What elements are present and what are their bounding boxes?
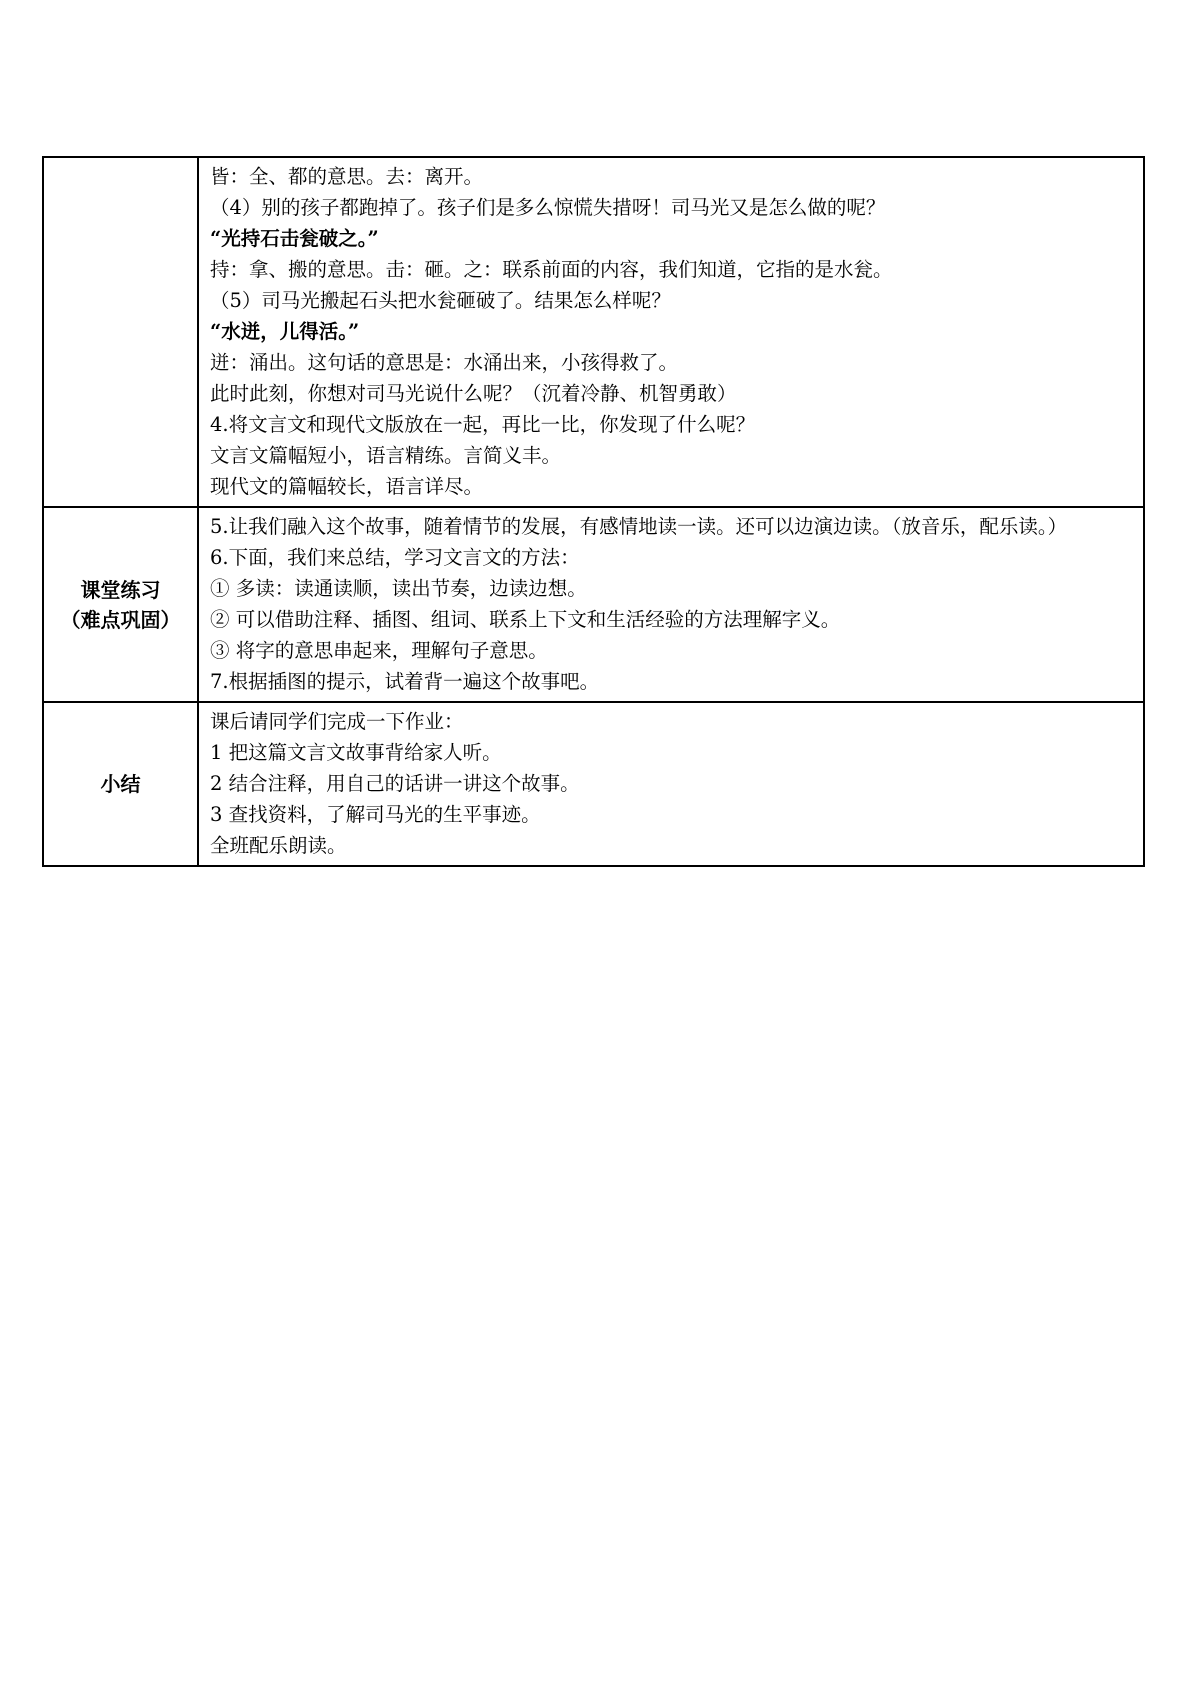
table-row (43, 507, 1144, 702)
content-line: 课后请同学们完成一下作业： (210, 710, 464, 733)
lesson-plan-table (42, 156, 1145, 867)
section-content-cell (198, 702, 1144, 866)
table-row (43, 157, 1144, 507)
quoted-classical-sentence: “水迸，儿得活。” (210, 320, 360, 343)
content-line: （4）别的孩子都跑掉了。孩子们是多么惊慌失措呀！司马光又是怎么做的呢？ (210, 196, 886, 219)
content-line: 6.下面，我们来总结，学习文言文的方法： (210, 546, 580, 569)
content-line: 迸：涌出。这句话的意思是：水涌出来，小孩得救了。 (210, 351, 679, 374)
content-line: 2 结合注释，用自己的话讲一讲这个故事。 (210, 772, 580, 795)
content-line: ① 多读：读通读顺，读出节奏，边读边想。 (210, 577, 587, 600)
section-label: （难点巩固） (60, 607, 181, 632)
section-content-cell (198, 507, 1144, 702)
table-row (43, 702, 1144, 866)
section-label: 小结 (100, 772, 141, 796)
section-content-cell (198, 157, 1144, 507)
content-line: 7.根据插图的提示，试着背一遍这个故事吧。 (210, 670, 600, 693)
content-line: 皆：全、都的意思。去：离开。 (210, 165, 484, 188)
content-line: 1 把这篇文言文故事背给家人听。 (210, 741, 502, 764)
content-line: 文言文篇幅短小，语言精练。言简义丰。 (210, 444, 562, 467)
section-label-cell (43, 507, 198, 702)
content-line: ② 可以借助注释、插图、组词、联系上下文和生活经验的方法理解字义。 (210, 608, 841, 631)
content-line: 4.将文言文和现代文版放在一起，再比一比，你发现了什么呢？ (210, 413, 756, 436)
section-label-cell (43, 157, 198, 507)
content-line: 持：拿、搬的意思。击：砸。之：联系前面的内容，我们知道，它指的是水瓮。 (210, 258, 893, 281)
section-label: 课堂练习 (80, 577, 161, 602)
table-body (43, 157, 1144, 866)
content-line: （5）司马光搬起石头把水瓮砸破了。结果怎么样呢？ (210, 289, 671, 312)
content-line: ③ 将字的意思串起来，理解句子意思。 (210, 639, 548, 662)
content-line: 5.让我们融入这个故事，随着情节的发展，有感情地读一读。还可以边演边读。（放音乐，配乐读。） (210, 515, 1068, 538)
content-line: 3 查找资料，了解司马光的生平事迹。 (210, 803, 541, 826)
section-label-cell (43, 702, 198, 866)
content-line: 现代文的篇幅较长，语言详尽。 (210, 475, 484, 498)
content-line: 此时此刻，你想对司马光说什么呢？（沉着冷静、机智勇敢） (210, 382, 737, 405)
quoted-classical-sentence: “光持石击瓮破之。” (210, 227, 379, 250)
content-line: 全班配乐朗读。 (210, 834, 347, 857)
